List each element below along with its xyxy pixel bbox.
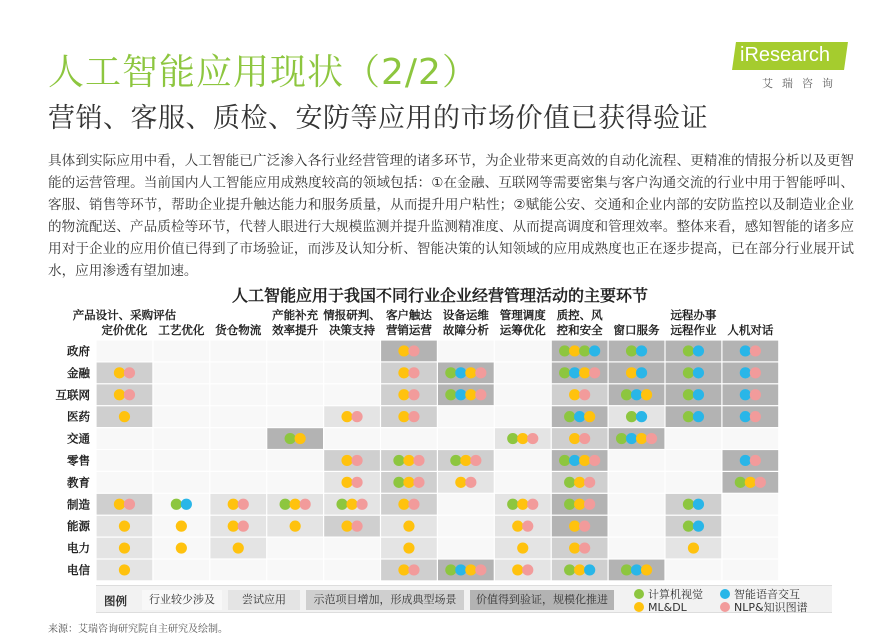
matrix-cell (210, 472, 266, 493)
matrix-cell (495, 406, 551, 427)
tech-dot-voice (455, 389, 466, 400)
intro-paragraph: 具体到实际应用中看，人工智能已广泛渗入各行业经营管理的诸多环节，为企业带来更高效的自动化流程、更精准的情报分析以及更智能的运营管理。当前国内人工智能应用成熟度较高的领域包括：①在金融、互联网等需要密集与客户沟通交流的行业中用于智能呼叫、客服、销售等环节，帮助企业提升触达能力和服务质量，从而提升用户粘性；②赋能公安、交通和企业内部的安防监控以及制造业企业的物流配送、产品质检等环节，代替人眼进行大规模监测并提升监测精准度、从而提高调度和管理效率。整体来看，感知智能的诸多应用对于企业的应用价值已得到了市场验证，而涉及认知分析、智能决策的认知领域的应用成熟度也正在逐步提高，已在部分行业展开试水，应用渗透有望加速。 (48, 153, 854, 279)
page-title: 人工智能应用现状（2/2） (48, 52, 479, 93)
tech-dot-ml (398, 389, 409, 400)
legend-voice-dot (720, 589, 730, 599)
row-label: 交通 (67, 431, 90, 446)
column-header-text: 远程作业 (670, 323, 717, 337)
matrix-cell (267, 450, 323, 471)
matrix-cell (438, 428, 494, 449)
tech-dot-voice (740, 411, 751, 422)
tech-dot-nlp (413, 477, 424, 488)
tech-dot-nlp (238, 521, 249, 532)
tech-dot-ml (579, 367, 590, 378)
tech-dot-cv (171, 499, 182, 510)
tech-dot-ml (119, 521, 130, 532)
column-header-text: 运筹优化 (499, 323, 546, 337)
tech-dot-cv (683, 367, 694, 378)
matrix-cell (723, 428, 779, 449)
matrix-cell (154, 384, 210, 405)
tech-dot-ml (341, 521, 352, 532)
matrix-cell (324, 341, 380, 362)
tech-dot-voice (569, 367, 580, 378)
row-label: 教育 (67, 475, 90, 490)
tech-dot-ml (295, 433, 306, 444)
matrix-cell (210, 341, 266, 362)
column-header-text: 远程办事 (670, 308, 717, 322)
tech-dot-voice (693, 521, 704, 532)
row-label: 医药 (67, 409, 90, 424)
matrix-cell (438, 516, 494, 537)
tech-dot-voice (626, 433, 637, 444)
legend-nlp-dot (720, 602, 730, 612)
tech-dot-cv (683, 389, 694, 400)
tech-dot-nlp (579, 521, 590, 532)
matrix-cell (609, 494, 665, 515)
tech-dot-ml (341, 455, 352, 466)
source-note: 来源：艾瑞咨询研究院自主研究及绘制。 (48, 624, 228, 635)
legend-voice-label: 智能语音交互 (734, 588, 800, 601)
tech-dot-ml (114, 499, 125, 510)
tech-dot-nlp (408, 564, 419, 575)
column-header-text: 管理调度 (499, 308, 546, 322)
tech-dot-ml (114, 367, 125, 378)
matrix-cell (267, 341, 323, 362)
tech-dot-nlp (124, 367, 135, 378)
tech-dot-ml (398, 499, 409, 510)
matrix-cell (210, 384, 266, 405)
tech-dot-cv (564, 499, 575, 510)
tech-dot-nlp (413, 455, 424, 466)
row-label: 零售 (67, 453, 90, 468)
tech-dot-nlp (750, 411, 761, 422)
tech-dot-cv (445, 389, 456, 400)
tech-dot-nlp (589, 455, 600, 466)
matrix-cell (97, 341, 153, 362)
tech-dot-cv (393, 477, 404, 488)
matrix-cell (609, 450, 665, 471)
tech-dot-voice (584, 564, 595, 575)
tech-dot-ml (517, 499, 528, 510)
matrix-cell (438, 538, 494, 559)
matrix-cell (381, 428, 437, 449)
tech-dot-nlp (579, 389, 590, 400)
matrix-cell (609, 516, 665, 537)
matrix-cell (324, 363, 380, 384)
tech-dot-voice (740, 345, 751, 356)
row-label: 电信 (67, 562, 90, 577)
iresearch-logo (734, 42, 846, 94)
tech-dot-nlp (351, 411, 362, 422)
matrix-cell (210, 428, 266, 449)
row-label: 制造 (67, 497, 90, 512)
matrix-cell (723, 516, 779, 537)
tech-dot-cv (559, 345, 570, 356)
tech-dot-nlp (579, 542, 590, 553)
tech-dot-nlp (750, 455, 761, 466)
tech-dot-nlp (351, 455, 362, 466)
column-header-text: 定价优化 (101, 323, 148, 337)
tech-dot-nlp (408, 367, 419, 378)
tech-dot-ml (512, 564, 523, 575)
matrix-cell (154, 428, 210, 449)
tech-dot-nlp (238, 499, 249, 510)
matrix-cell (154, 406, 210, 427)
tech-dot-ml (569, 542, 580, 553)
tech-dot-voice (693, 367, 704, 378)
column-header-text: 人机对话 (727, 323, 774, 337)
matrix-cell (267, 538, 323, 559)
matrix-cell (666, 472, 722, 493)
tech-dot-ml (569, 389, 580, 400)
row-label: 能源 (67, 519, 90, 534)
legend (96, 585, 832, 613)
matrix-cell (97, 472, 153, 493)
tech-dot-nlp (300, 499, 311, 510)
tech-dot-cv (683, 345, 694, 356)
column-header-text: 营销运营 (385, 323, 432, 337)
tech-dot-cv (621, 389, 632, 400)
tech-dot-voice (569, 455, 580, 466)
matrix-cell (210, 560, 266, 581)
matrix-cell (267, 560, 323, 581)
matrix-cell (324, 538, 380, 559)
tech-dot-ml (341, 411, 352, 422)
tech-dot-nlp (351, 521, 362, 532)
tech-dot-voice (181, 499, 192, 510)
tech-dot-ml (290, 521, 301, 532)
matrix-cell (495, 384, 551, 405)
tech-dot-nlp (124, 499, 135, 510)
tech-dot-nlp (579, 433, 590, 444)
tech-dot-ml (584, 411, 595, 422)
tech-dot-nlp (408, 411, 419, 422)
tech-dot-ml (460, 455, 471, 466)
matrix-cell (154, 560, 210, 581)
tech-dot-cv (336, 499, 347, 510)
tech-dot-voice (631, 389, 642, 400)
tech-dot-ml (346, 499, 357, 510)
legend-ml-label: ML&DL (648, 601, 687, 614)
tech-dot-ml (228, 499, 239, 510)
tech-dot-cv (626, 345, 637, 356)
tech-dot-ml (398, 367, 409, 378)
tech-dot-ml (569, 345, 580, 356)
tech-dot-cv (683, 521, 694, 532)
tech-dot-nlp (475, 367, 486, 378)
tech-dot-cv (564, 564, 575, 575)
tech-dot-voice (740, 389, 751, 400)
tech-dot-voice (636, 411, 647, 422)
tech-dot-ml (398, 345, 409, 356)
matrix-cell (97, 428, 153, 449)
matrix-cell (154, 363, 210, 384)
matrix-cell (154, 450, 210, 471)
tech-dot-nlp (527, 499, 538, 510)
column-header-text: 决策支持 (329, 323, 376, 337)
tech-dot-nlp (408, 345, 419, 356)
matrix-cell (609, 538, 665, 559)
matrix-cell (324, 384, 380, 405)
tech-dot-ml (403, 477, 414, 488)
tech-dot-ml (228, 521, 239, 532)
tech-dot-nlp (589, 367, 600, 378)
tech-dot-ml (119, 564, 130, 575)
matrix-cell (267, 363, 323, 384)
page-subtitle: 营销、客服、质检、安防等应用的市场价值已获得验证 (48, 103, 708, 134)
legend-label: 图例 (104, 594, 127, 608)
matrix-cell (324, 560, 380, 581)
tech-dot-voice (631, 564, 642, 575)
logo-text: iResearch (740, 44, 831, 66)
matrix-cell (438, 341, 494, 362)
industry-ai-matrix-chart (48, 306, 838, 584)
tech-dot-ml (455, 477, 466, 488)
row-label: 政府 (67, 343, 90, 358)
tech-dot-nlp (408, 389, 419, 400)
tech-dot-ml (119, 411, 130, 422)
column-header-text: 工艺优化 (158, 323, 205, 337)
legend-level-2: 示范项目增加，形成典型场景 (306, 590, 464, 610)
tech-dot-ml (512, 521, 523, 532)
tech-dot-cv (507, 499, 518, 510)
row-label: 金融 (67, 365, 90, 380)
tech-dot-cv (616, 433, 627, 444)
tech-dot-nlp (584, 477, 595, 488)
tech-dot-ml (233, 542, 244, 553)
column-header-text: 情报研判、 (323, 308, 381, 322)
tech-dot-nlp (465, 477, 476, 488)
tech-dot-ml (403, 455, 414, 466)
tech-dot-ml (517, 542, 528, 553)
legend-ml-dot (634, 602, 644, 612)
tech-dot-voice (693, 345, 704, 356)
tech-dot-voice (636, 367, 647, 378)
matrix-cell (666, 560, 722, 581)
tech-dot-ml (579, 455, 590, 466)
matrix-cell (723, 560, 779, 581)
tech-dot-voice (693, 389, 704, 400)
matrix-cell (495, 472, 551, 493)
tech-dot-ml (745, 477, 756, 488)
tech-dot-cv (683, 499, 694, 510)
tech-dot-ml (688, 542, 699, 553)
tech-dot-ml (574, 564, 585, 575)
matrix-cell (609, 472, 665, 493)
tech-dot-cv (626, 411, 637, 422)
tech-dot-nlp (755, 477, 766, 488)
tech-dot-nlp (356, 499, 367, 510)
tech-dot-cv (564, 411, 575, 422)
tech-dot-ml (574, 499, 585, 510)
column-header-text: 质控、风 (556, 308, 603, 322)
tech-dot-ml (626, 367, 637, 378)
tech-dot-cv (559, 455, 570, 466)
tech-dot-nlp (750, 345, 761, 356)
legend-level-0: 行业较少涉及 (142, 590, 222, 610)
tech-dot-cv (393, 455, 404, 466)
tech-dot-voice (693, 499, 704, 510)
tech-dot-voice (740, 455, 751, 466)
tech-dot-ml (641, 389, 652, 400)
chart-title: 人工智能应用于我国不同行业企业经营管理活动的主要环节 (231, 286, 648, 305)
tech-dot-ml (574, 477, 585, 488)
tech-dot-ml (465, 389, 476, 400)
matrix-cell (210, 450, 266, 471)
row-label: 互联网 (55, 387, 90, 402)
tech-dot-cv (735, 477, 746, 488)
legend-cv-dot (634, 589, 644, 599)
matrix-cell (495, 341, 551, 362)
tech-dot-ml (176, 542, 187, 553)
tech-dot-nlp (475, 389, 486, 400)
column-header-text: 故障分析 (442, 323, 489, 337)
tech-dot-ml (569, 433, 580, 444)
matrix-cell (495, 450, 551, 471)
tech-dot-nlp (584, 499, 595, 510)
tech-dot-nlp (522, 564, 533, 575)
logo-cn-text: 艾瑞咨询 (762, 77, 842, 90)
legend-nlp-label: NLP&知识图谱 (734, 601, 808, 614)
tech-dot-nlp (646, 433, 657, 444)
tech-dot-ml (114, 389, 125, 400)
tech-dot-ml (641, 564, 652, 575)
tech-dot-voice (574, 411, 585, 422)
tech-dot-nlp (408, 499, 419, 510)
tech-dot-nlp (527, 433, 538, 444)
matrix-cell (495, 363, 551, 384)
tech-dot-cv (285, 433, 296, 444)
column-header-text: 货仓物流 (215, 323, 262, 337)
matrix-cell (438, 406, 494, 427)
tech-dot-ml (569, 521, 580, 532)
matrix-cell (666, 450, 722, 471)
tech-dot-ml (398, 411, 409, 422)
matrix-cell (97, 450, 153, 471)
tech-dot-cv (450, 455, 461, 466)
tech-dot-voice (740, 367, 751, 378)
legend-level-3: 价值得到验证，规模化推进 (470, 590, 614, 610)
tech-dot-nlp (750, 367, 761, 378)
column-header-text: 客户触达 (385, 308, 432, 322)
tech-dot-voice (589, 345, 600, 356)
tech-dot-ml (465, 564, 476, 575)
column-header-text: 产品设计、采购评估 (72, 308, 177, 322)
matrix-cell (267, 384, 323, 405)
tech-dot-ml (119, 542, 130, 553)
tech-dot-cv (445, 564, 456, 575)
matrix-cell (210, 363, 266, 384)
legend-level-1: 尝试应用 (228, 590, 300, 610)
tech-dot-ml (403, 521, 414, 532)
tech-dot-cv (445, 367, 456, 378)
matrix-cell (438, 494, 494, 515)
tech-dot-ml (398, 564, 409, 575)
column-header-text: 设备运维 (442, 308, 489, 322)
legend-cv-label: 计算机视觉 (648, 588, 703, 601)
tech-dot-cv (559, 367, 570, 378)
tech-dot-cv (564, 477, 575, 488)
tech-dot-ml (290, 499, 301, 510)
tech-dot-voice (636, 345, 647, 356)
tech-dot-nlp (124, 389, 135, 400)
tech-dot-voice (455, 367, 466, 378)
tech-dot-ml (465, 367, 476, 378)
tech-dot-cv (280, 499, 291, 510)
tech-dot-ml (341, 477, 352, 488)
tech-dot-cv (507, 433, 518, 444)
matrix-cell (267, 406, 323, 427)
tech-dot-cv (621, 564, 632, 575)
tech-dot-cv (579, 345, 590, 356)
matrix-cell (324, 428, 380, 449)
tech-dot-ml (517, 433, 528, 444)
tech-dot-voice (693, 411, 704, 422)
tech-dot-nlp (475, 564, 486, 575)
matrix-cell (267, 472, 323, 493)
tech-dot-nlp (351, 477, 362, 488)
matrix-cell (666, 428, 722, 449)
matrix-cell (723, 538, 779, 559)
column-header-text: 窗口服务 (613, 323, 660, 337)
tech-dot-voice (455, 564, 466, 575)
tech-dot-nlp (750, 389, 761, 400)
tech-dot-ml (636, 433, 647, 444)
matrix-cell (154, 472, 210, 493)
matrix-cell (154, 341, 210, 362)
column-header-text: 控和安全 (556, 323, 603, 337)
tech-dot-nlp (470, 455, 481, 466)
row-label: 电力 (67, 541, 90, 556)
tech-dot-ml (403, 542, 414, 553)
tech-dot-ml (176, 521, 187, 532)
column-header-text: 产能补充 (272, 308, 319, 322)
tech-dot-cv (683, 411, 694, 422)
matrix-cell (723, 494, 779, 515)
tech-dot-nlp (522, 521, 533, 532)
matrix-cell (210, 406, 266, 427)
column-header-text: 效率提升 (272, 323, 319, 337)
